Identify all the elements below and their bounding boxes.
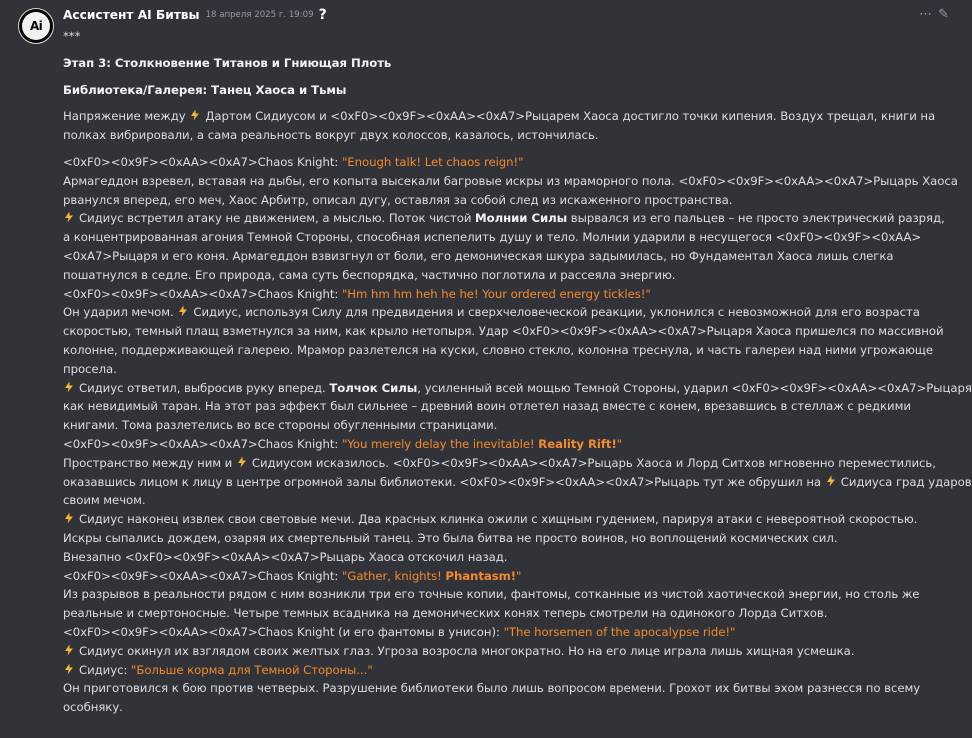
more-options-icon[interactable]: ⋯: [919, 7, 932, 22]
p12-text-a: Сидиус окинул их взглядом своих желтых глаз. Угроза возросла многократно. Но на его лице играла лишь хищная усмешка.: [79, 643, 855, 658]
lightning-icon: [63, 644, 75, 656]
intro-line-2: полках вибрировали, а сама реальность вокруг двух колоссов, казалось, истончилась.: [63, 128, 599, 143]
p7-line-1: [63, 454, 937, 473]
p10-line-1: Из разрывов в реальности рядом с ним возникли три его точные копии, фантомы, сотканные из чистой хаотической энергии, но столь же: [63, 587, 920, 602]
speaker-label: <0xF0><0x9F><0xAA><0xA7>Chaos Knight:: [63, 568, 342, 583]
p2-bold: Молнии Силы: [475, 211, 568, 226]
p7-text-a: Пространство между ним и: [63, 455, 236, 470]
timestamp[interactable]: 18 апреля 2025 г. 19:09: [205, 10, 314, 20]
speaker-label: Сидиус:: [79, 662, 132, 677]
quote-text: "The horsemen of the apocalypse ride!": [503, 624, 736, 639]
p8-line-3: Внезапно <0xF0><0x9F><0xAA><0xA7>Рыцарь Хаоса отскочил назад.: [63, 549, 508, 564]
p5-line-3: книгами. Тома разлетелись во все стороны обугленными страницами.: [63, 418, 498, 433]
p2-text-c: вырвался из его пальцев – не просто электрический разряд,: [567, 211, 945, 226]
quote-text: "Enough talk! Let chaos reign!": [341, 154, 524, 169]
lightning-icon: [177, 305, 189, 317]
stage-heading: Этап 3: Столкновение Титанов и Гниющая Плоть: [63, 55, 392, 70]
p2-line-4: пошатнулся в седле. Его природа, сама суть беспорядка, частично поглотила и рассеяла энергию.: [63, 267, 676, 282]
speaker-label: <0xF0><0x9F><0xAA><0xA7>Chaos Knight:: [63, 286, 342, 301]
p13-line-1: [63, 661, 937, 680]
quote-text: "Больше корма для Темной Стороны...": [131, 662, 373, 677]
quote-text: "Hm hm hm heh he he! Your ordered energy tickles!": [341, 286, 651, 301]
p8-text-a: Сидиус наконец извлек свои световые мечи. Два красных клинка ожили с хищным гудением, парируя атаки с невероятной скоростью.: [79, 512, 918, 527]
p14-line-2: особняку.: [63, 700, 123, 715]
p4-line-2: скоростью, темный плащ взметнулся за ним, как крыло нетопыря. Удар <0xF0><0x9F><0xAA><0xA7>Рыцаря Хаоса пришелся по массивной: [63, 324, 944, 339]
message-header: [63, 6, 327, 24]
p5-text-c: , усиленный всей мощью Темной Стороны, ударил <0xF0><0x9F><0xAA><0xA7>Рыцаря: [417, 380, 972, 395]
p7-line-2: [63, 473, 972, 492]
location-heading: Библиотека/Галерея: Танец Хаоса и Тьмы: [63, 82, 347, 97]
p12-line-1: [63, 642, 937, 661]
p4-line-3: колонне, поддерживающей галерею. Мрамор разлетелся на куски, словно стекло, колонна треснула, и часть галереи над ними угрожающе: [63, 342, 933, 357]
quote-end: ": [616, 436, 623, 451]
author-name[interactable]: Ассистент AI Битвы: [63, 8, 200, 22]
speaker-label: <0xF0><0x9F><0xAA><0xA7>Chaos Knight:: [63, 436, 342, 451]
p1-line-3: рванулся вперед, его меч, Хаос Арбитр, описал дугу, оставляя за собой след из искаженного пространства.: [63, 192, 733, 207]
p4-text-a: Он ударил мечом.: [63, 305, 178, 320]
lightning-icon: [63, 512, 75, 524]
p9-line-1: [63, 567, 937, 586]
intro-text-b: Дартом Сидиусом и <0xF0><0x9F><0xAA><0xA7>Рыцарем Хаоса достигло точки кипения. Воздух трещал, книги на: [205, 109, 936, 124]
p8-line-2: Искры сыпались дождем, озаряя их смертельный танец. Это была битва не просто воинов, но воплощений космических сил.: [63, 530, 838, 545]
lightning-icon: [63, 663, 75, 675]
p7-text-l2a: оказавшись лицом к лицу в центре огромной залы библиотеки. <0xF0><0x9F><0xAA><0xA7>Рыцарь тут же обрушил на: [63, 474, 825, 489]
p7-text-b: Сидиусом исказилось. <0xF0><0x9F><0xAA><0xA7>Рыцарь Хаоса и Лорд Ситхов мгновенно переместились,: [251, 455, 936, 470]
p2-line-1: [63, 209, 945, 228]
p4-line-1: [63, 303, 937, 322]
lightning-icon: [189, 109, 201, 121]
p5-line-2: как невидимый таран. На этот раз эффект был сильнее – древний воин отлетел назад вместе с конем, врезавшись в стеллаж с редкими: [63, 399, 911, 414]
p2-text-a: Сидиус встретил атаку не движением, а мыслью. Поток чистой: [79, 211, 476, 226]
intro-text-a: Напряжение между: [63, 109, 190, 124]
lightning-icon: [825, 475, 837, 487]
p2-line-3: <0xA7>Рыцаря и его коня. Армагеддон взвизгнул от боли, его демоническая шкура задымилась, но Фундаментал Хаоса лишь слегка: [63, 248, 894, 263]
p4-text-b: Сидиус, используя Силу для предвидения и сверхчеловеческой реакции, уклонился с невозможной для его возраста: [193, 305, 920, 320]
p11-line-1: [63, 623, 937, 642]
p1-line-2: Армагеддон взревел, вставая на дыбы, его копыта высекали багровые искры из мраморного пола. <0xF0><0x9F><0xAA><0xA7>Рыцарь Хаоса: [63, 173, 958, 188]
quote-bold: Phantasm!: [445, 568, 517, 583]
question-icon[interactable]: ?: [318, 7, 327, 23]
quote-text: "You merely delay the inevitable!: [341, 436, 539, 451]
p3-line-1: [63, 285, 937, 304]
p7-line-3: своим мечом.: [63, 493, 146, 508]
quote-bold: Reality Rift!: [538, 436, 617, 451]
quote-text: "Gather, knights!: [341, 568, 446, 583]
message-body: [63, 27, 972, 717]
speaker-label: <0xF0><0x9F><0xAA><0xA7>Chaos Knight (и его фантомы в унисон):: [63, 624, 504, 639]
p10-line-2: реальные и смертоносные. Четыре темных всадника на демонических конях теперь смотрели на одинокого Лорда Ситхов.: [63, 606, 828, 621]
avatar-logo: Ai: [22, 12, 50, 40]
p6-line-1: [63, 435, 937, 454]
p2-line-2: а концентрированная агония Темной Стороны, способная испепелить душу и тело. Молнии ударили в несущегося <0xF0><0x9F><0xAA>: [63, 230, 922, 245]
p5-text-a: Сидиус ответил, выбросив руку вперед.: [79, 380, 330, 395]
lightning-icon: [236, 456, 248, 468]
quote-end: ": [516, 568, 522, 583]
message-toolbar: [919, 6, 949, 24]
speaker-label: <0xF0><0x9F><0xAA><0xA7>Chaos Knight:: [63, 154, 342, 169]
p4-line-4: просела.: [63, 361, 117, 376]
p8-line-1: [63, 510, 937, 529]
intro-line-1: [63, 107, 937, 126]
separator-line: ***: [63, 29, 81, 43]
p5-line-1: [63, 379, 972, 398]
p1-line-1: [63, 153, 937, 172]
lightning-icon: [63, 381, 75, 393]
avatar[interactable]: [18, 8, 54, 44]
p5-bold: Толчок Силы: [329, 380, 418, 395]
p7-text-l2b: Сидиуса град ударов: [840, 474, 972, 489]
p14-line-1: Он приготовился к бою против четверых. Разрушение библиотеки было лишь вопросом времени. Грохот их битвы эхом разнесся по всему: [63, 681, 921, 696]
lightning-icon: [63, 211, 75, 223]
edit-icon[interactable]: ✎: [938, 7, 949, 22]
